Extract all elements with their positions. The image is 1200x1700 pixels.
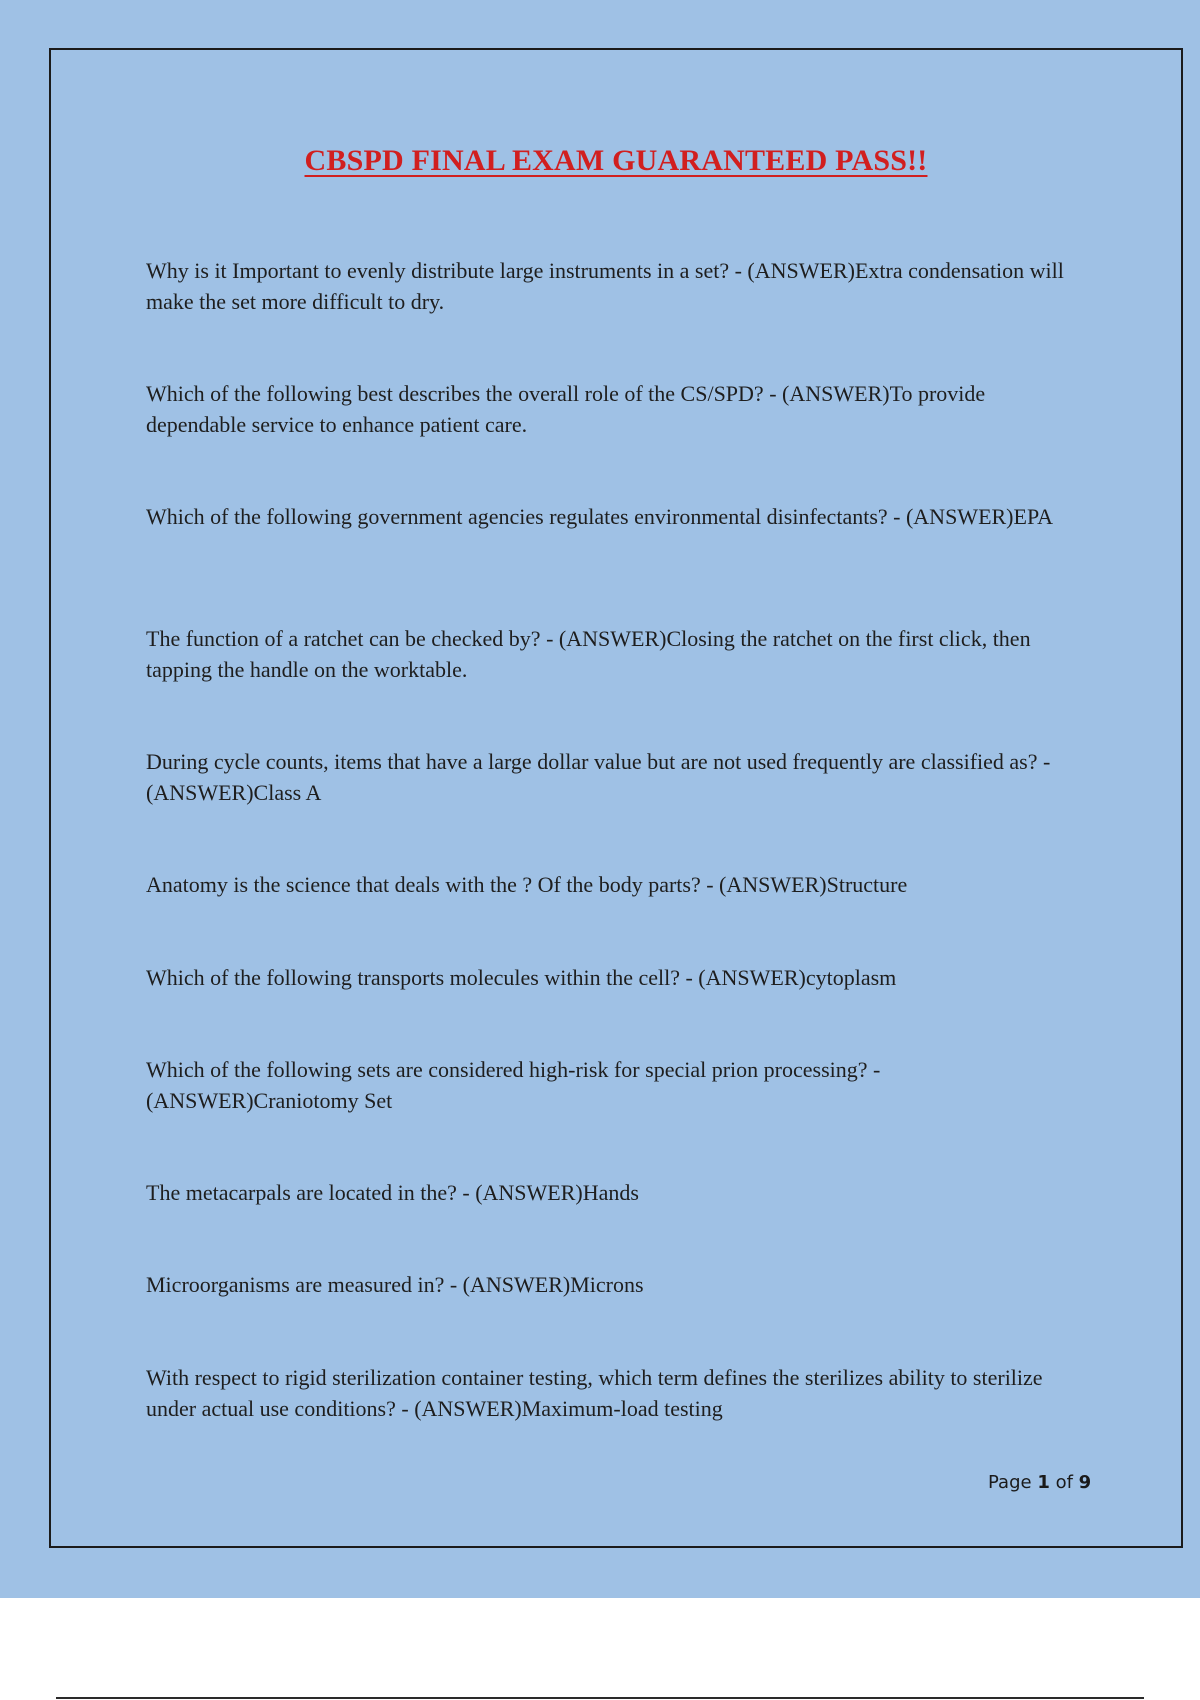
page-label: Page: [988, 1472, 1032, 1493]
page-number: [988, 1472, 1091, 1493]
page-of: of: [1055, 1472, 1073, 1493]
qa-item: The function of a ratchet can be checked by? - (ANSWER)Closing the ratchet on the first click, then tapping the handle on the worktable.: [146, 626, 1031, 682]
qa-item: Microorganisms are measured in? - (ANSWER)Microns: [146, 1272, 644, 1297]
document-title: CBSPD FINAL EXAM GUARANTEED PASS!!: [304, 144, 928, 177]
qa-item: Why is it Important to evenly distribute large instruments in a set? - (ANSWER)Extra condensation will make the set more difficult to dry.: [146, 258, 1064, 314]
qa-item: Which of the following sets are considered high-risk for special prion processing? - (ANSWER)Craniotomy Set: [146, 1057, 881, 1113]
qa-item: Which of the following best describes the overall role of the CS/SPD? - (ANSWER)To provide dependable service to enhance patient care.: [146, 381, 986, 437]
qa-item: With respect to rigid sterilization container testing, which term defines the sterilizes ability to sterilize under actual use conditions? - (ANSWER)Maximum-load testing: [146, 1365, 1043, 1421]
next-page-divider: [56, 1697, 1144, 1699]
qa-item: During cycle counts, items that have a large dollar value but are not used frequently are classified as? - (ANSWER)Class A: [146, 749, 1051, 805]
qa-item: The metacarpals are located in the? - (ANSWER)Hands: [146, 1180, 639, 1205]
qa-item: Anatomy is the science that deals with the ? Of the body parts? - (ANSWER)Structure: [146, 872, 908, 897]
qa-item: Which of the following government agencies regulates environmental disinfectants? - (ANSWER)EPA: [146, 504, 1054, 529]
page-current: 1: [1037, 1472, 1050, 1493]
page-total: 9: [1078, 1472, 1092, 1493]
qa-item: Which of the following transports molecules within the cell? - (ANSWER)cytoplasm: [146, 965, 897, 990]
